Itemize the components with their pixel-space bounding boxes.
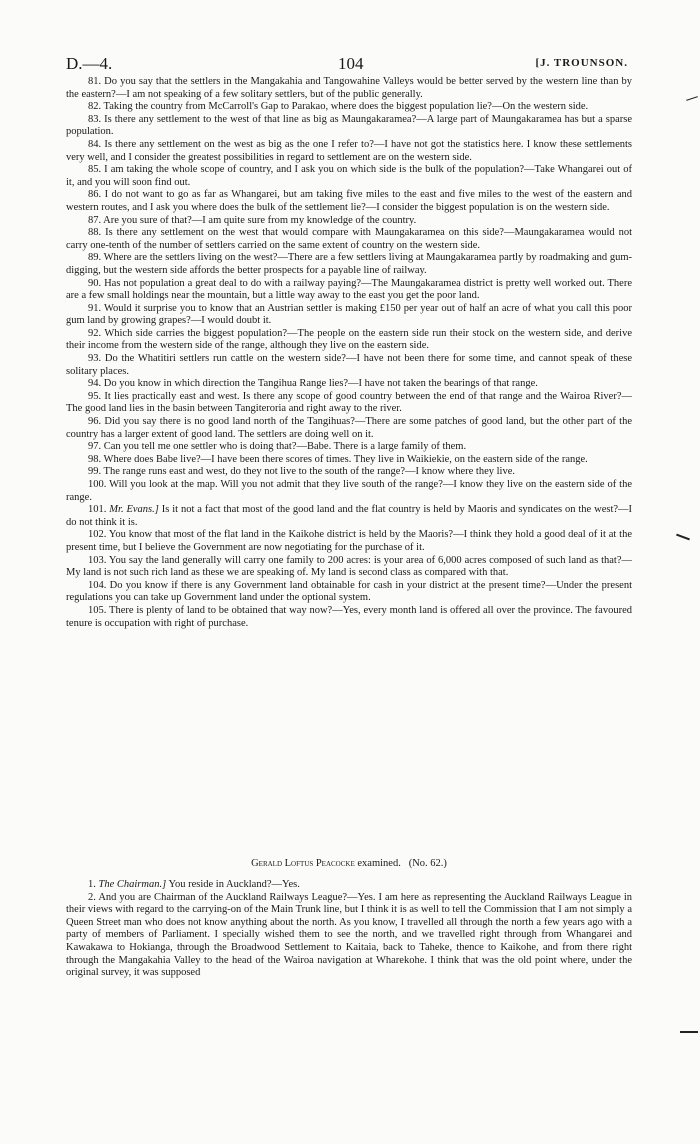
- paragraph-102: 102. You know that most of the flat land in the Kaikohe district is held by the Maoris?—I think they hold a good deal of it at the present time, but I believe the Government are now negotiating for the purchase of it.: [66, 529, 632, 553]
- paragraph-97: 97. Can you tell me one settler who is doing that?—Babe. There is a large family of them.: [88, 441, 467, 453]
- paragraph-104: 104. Do you know if there is any Government land obtainable for cash in your district at the present time?—Under the present regulations you can take up Government land under the optional system.: [66, 579, 632, 604]
- witness-examined: examined.: [357, 858, 401, 869]
- paragraph-81: 81. Do you say that the settlers in the Mangakahia and Tangowahine Valleys would be better served by the western line than by the eastern?—I am not speaking of a few solitary settlers, but of the public generally.: [66, 76, 632, 100]
- question-2: 2. And you are Chairman of the Auckland Railways League?—Yes. I am here as representing the Auckland Railways League in their views with regard to the carrying-on of the Main Trunk line, but I think it is as well to tell the Commission that I am not simply a Queen Street man who does not know anything about the north. As you know, I travelled all through the north a few years ago with a party of members of Parliament. I specially wished them to see the north, and we travelled right through from Whangarei and Kawakawa to Hokianga, through the Broadwood Settlement to Kaitaia, back to Taheke, thence to Kaikohe, and from there right through the Mangakahia Valley to the head of the Wairoa navigation at Wharekohe. I think that was the old point where, under the original survey, it was supposed: [66, 891, 632, 979]
- paragraph-95: 95. It lies practically east and west. Is there any scope of good country between the end of that range and the Wairoa River?—The good land lies in the basin between Tangiteroria and right away to the river.: [66, 390, 632, 415]
- paragraph-99: 99. The range runs east and west, do they not live to the south of the range?—I know where they live.: [88, 466, 515, 478]
- paragraph-103: 103. You say the land generally will carry one family to 200 acres: is your area of 6,000 acres composed of such land as that?—My land is not such rich land as these we are speaking of. My land is second class as compared with that.: [66, 554, 632, 579]
- report-code: D.—4.: [66, 54, 113, 73]
- paragraph-101-number: 101.: [88, 504, 107, 516]
- witness-running-head: [J. TROUNSON.: [535, 57, 628, 69]
- evidence-body: [66, 76, 632, 630]
- paragraph-101-text: Is it not a fact that most of the good land and the flat country is held by Maoris and syndicates on the west?—I do not think it is.: [66, 504, 633, 528]
- paragraph-88: 88. Is there any settlement on the west that would compare with Maungakaramea on this side?—Maungakaramea would not carry one-tenth of the number of settlers carried on the same extent of country on the western side.: [66, 227, 632, 251]
- question-1-text: You reside in Auckland?—Yes.: [168, 879, 300, 890]
- witness-heading: [66, 858, 632, 871]
- paragraph-93: 93. Do the Whatitiri settlers run cattle on the western side?—I have not been there for some time, and cannot speak of these solitary places.: [66, 353, 632, 377]
- paragraph-98: 98. Where does Babe live?—I have been there scores of times. They live in Waikiekie, on the eastern side of the range.: [88, 453, 588, 465]
- paragraph-100: 100. Will you look at the map. Will you not admit that they live south of the range?—I know they live on the eastern side of the range.: [66, 479, 632, 503]
- witness-name: Gerald Loftus Peacocke: [251, 858, 355, 869]
- paragraph-91: 91. Would it surprise you to know that an Austrian settler is making £150 per year out of half an acre of what you call this poor gum land by growing grapes?—I would doubt it.: [66, 302, 632, 327]
- paragraph-105: 105. There is plenty of land to be obtained that way now?—Yes, every month land is offered all over the province. The favoured tenure is occupation with right of purchase.: [66, 604, 632, 629]
- speaker-mr-evans: Mr. Evans.]: [109, 504, 159, 516]
- paragraph-82: 82. Taking the country from McCarroll's Gap to Parakao, where does the biggest population lie?—On the western side.: [88, 101, 589, 113]
- paragraph-96: 96. Did you say there is no good land north of the Tangihuas?—There are some patches of good land, but the other part of the country has a larger extent of good land. The settlers are doing well on it.: [66, 416, 632, 440]
- paragraph-87: 87. Are you sure of that?—I am quite sure from my knowledge of the country.: [88, 214, 417, 226]
- paragraph-92: 92. Which side carries the biggest population?—The people on the eastern side run their stock on the western side, and derive their income from the western side of the range, although they live on the eastern side.: [66, 327, 632, 352]
- paragraph-83: 83. Is there any settlement to the west of that line as big as Maungakaramea?—A large part of Maungakaramea has but a sparse population.: [66, 113, 632, 138]
- paragraph-90: 90. Has not population a great deal to do with a railway paying?—The Maungakaramea district is pretty well worked out. There are a few small holdings near the mountain, but a little way away to the east you get the poor land.: [66, 277, 632, 302]
- speaker-chairman: The Chairman.]: [98, 879, 167, 890]
- margin-mark-top: [686, 96, 698, 101]
- question-1-number: 1.: [88, 879, 96, 890]
- paragraph-101: [66, 504, 632, 529]
- paragraph-89: 89. Where are the settlers living on the west?—There are a few settlers living at Maungakaramea partly by roadmaking and gum-digging, but the western side affords the better prospects for a payable line of railway.: [66, 252, 632, 276]
- paragraph-84: 84. Is there any settlement on the west as big as the one I refer to?—I have not got the statistics here. I know these settlements very well, and I consider the greatest possibilities in regard to settlement are on the western side.: [66, 138, 632, 163]
- margin-mark-middle: [676, 534, 690, 541]
- page-number: 104: [338, 54, 364, 73]
- margin-mark-bottom: [680, 1031, 698, 1033]
- paragraph-85: 85. I am taking the whole scope of country, and I ask you on which side is the bulk of the population?—Take Whangarei out of it, and you will soon find out.: [66, 164, 632, 188]
- question-1: [66, 879, 632, 892]
- witness-number: (No. 62.): [408, 858, 447, 869]
- paragraph-86: 86. I do not want to go as far as Whangarei, but am taking five miles to the east and five miles to the west of the eastern and western routes, and I ask you where does the bulk of the settlement lie?—I consider the biggest population is on the western side.: [66, 189, 632, 213]
- paragraph-94: 94. Do you know in which direction the Tangihua Range lies?—I have not taken the bearings of that range.: [88, 378, 538, 390]
- peacocke-evidence: [66, 879, 632, 980]
